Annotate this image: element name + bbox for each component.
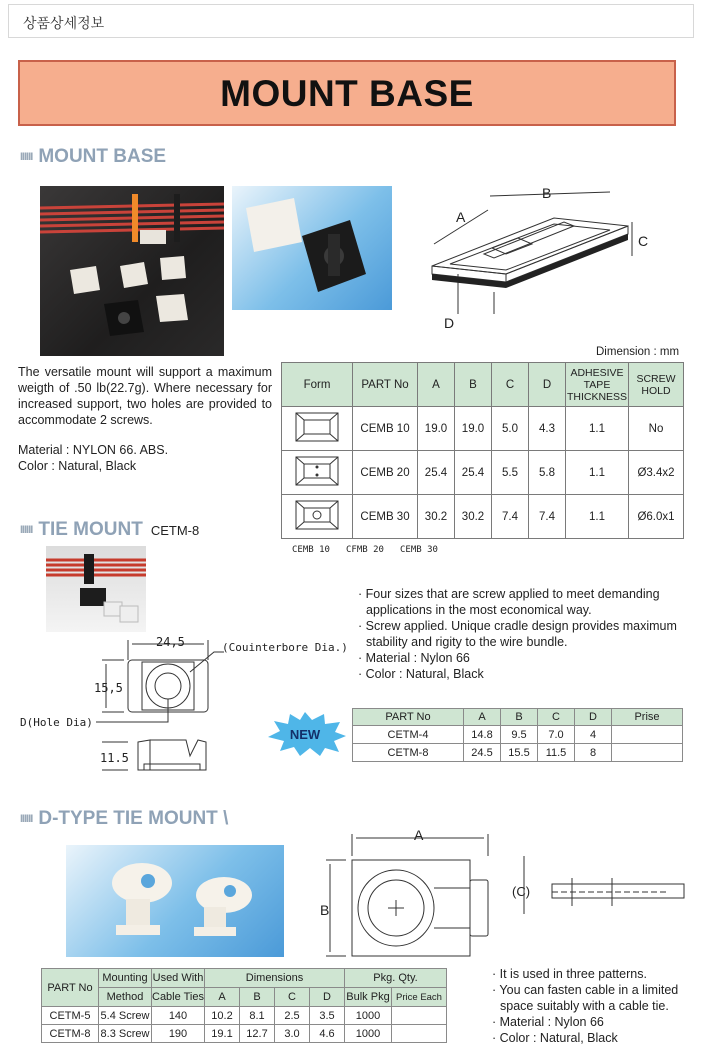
cell-a: 19.0 [418, 407, 455, 451]
dim-label-a: A [456, 209, 466, 225]
section-bars-icon: IIIIII [20, 151, 33, 163]
cell-b: 30.2 [455, 495, 492, 539]
mount-base-dimension-drawing [414, 182, 664, 332]
cell-part: CEMB 30 [353, 495, 418, 539]
form-thumbnail [282, 407, 353, 451]
cell-tape: 1.1 [566, 407, 629, 451]
form-icon-cemb10 [292, 409, 342, 445]
d-type-bullets [490, 966, 694, 1046]
th-a: A [464, 709, 501, 726]
th-adhesive: ADHESIVE TAPE THICKNESS [566, 363, 629, 407]
cell-part: CETM-8 [353, 744, 464, 762]
bullet-text: Color : Natural, Black [499, 1031, 618, 1045]
table-row [42, 1007, 447, 1025]
list-item: · It is used in three patterns. [492, 967, 647, 981]
cell-b: 25.4 [455, 451, 492, 495]
section-title-mount-base [20, 146, 166, 168]
cell-d: 4 [575, 726, 612, 744]
th-d: D [529, 363, 566, 407]
product-banner [18, 60, 676, 126]
cell-bulk: 1000 [345, 1025, 392, 1043]
section-title-d-type [20, 808, 228, 830]
cell-b: 19.0 [455, 407, 492, 451]
th-dimensions: Dimensions [205, 969, 345, 988]
table-row [282, 451, 684, 495]
caption-1: CEMB 10 [292, 545, 330, 555]
mount-base-color: Color : Natural, Black [18, 459, 137, 473]
bullet-text: Material : Nylon 66 [499, 1015, 604, 1029]
dimension-note: Dimension : mm [596, 346, 680, 358]
tie-width-label: 24,5 [156, 635, 185, 649]
cell-d: 7.4 [529, 495, 566, 539]
cell-a: 10.2 [205, 1007, 240, 1025]
cell-method: 5.4 Screw [99, 1007, 152, 1025]
form-icon-cemb30 [292, 497, 342, 533]
th-part-no: PART No [42, 969, 99, 1007]
caption-2: CFMB 20 [346, 545, 384, 555]
list-item: · Material : Nylon 66 [492, 1015, 604, 1029]
list-item: · You can fasten cable in a limited space suitably with a cable tie. [492, 983, 679, 1013]
cell-each [392, 1007, 447, 1025]
section-bars-icon: IIIIII [20, 524, 33, 536]
table-header-row [42, 988, 447, 1007]
photo-illustration [40, 186, 224, 356]
list-item: · Screw applied. Unique cradle design provides maximum stability and rigity to the wire bundle. [358, 619, 677, 649]
section-title-text: TIE MOUNT [38, 519, 143, 540]
cell-b: 8.1 [240, 1007, 275, 1025]
dim-label-b: B [542, 185, 552, 201]
bullet-text: Material : Nylon 66 [365, 651, 470, 665]
section-title-tie-mount [20, 519, 199, 541]
cell-cable: 140 [152, 1007, 205, 1025]
cell-a: 19.1 [205, 1025, 240, 1043]
bullet-text: It is used in three patterns. [499, 967, 647, 981]
table-row [353, 744, 683, 762]
product-photo-mount-base [40, 186, 224, 356]
th-d: D [575, 709, 612, 726]
cell-a: 30.2 [418, 495, 455, 539]
new-badge-text: NEW [289, 727, 321, 742]
dtype-label-a: A [414, 827, 424, 843]
table-row [353, 726, 683, 744]
page-header [8, 4, 694, 38]
product-photo-mount-base-closeup [232, 186, 392, 310]
cell-c: 7.4 [492, 495, 529, 539]
th-bulk-pkg: Bulk Pkg [345, 988, 392, 1007]
mount-base-material: Material : NYLON 66. ABS. [18, 443, 169, 457]
tie-mount-bullets [356, 586, 692, 682]
photo-illustration-3 [46, 546, 146, 632]
cell-b: 9.5 [501, 726, 538, 744]
tie-mount-dimension-drawing [18, 630, 358, 780]
mount-base-description: The versatile mount will support a maximum weigth of .50 lb(22.7g). Where necessary for increased support, two holes are provided to accommodate 2 screws. [18, 365, 272, 427]
cell-c: 5.0 [492, 407, 529, 451]
cell-c: 11.5 [538, 744, 575, 762]
cell-hold: Ø3.4x2 [629, 451, 684, 495]
cell-price [612, 744, 683, 762]
dim-label-d: D [444, 315, 455, 331]
th-c: C [275, 988, 310, 1007]
cell-bulk: 1000 [345, 1007, 392, 1025]
section-title-text: D-TYPE TIE MOUNT \ [38, 808, 229, 829]
list-item: · Material : Nylon 66 [358, 651, 470, 665]
section-bars-icon: IIIIII [20, 813, 33, 825]
cell-b: 12.7 [240, 1025, 275, 1043]
table-row [282, 407, 684, 451]
d-type-dimension-drawing [316, 826, 692, 960]
th-b: B [455, 363, 492, 407]
cell-d: 3.5 [310, 1007, 345, 1025]
bullet-text: Four sizes that are screw applied to meet demanding applications in the most economical way. [365, 587, 660, 617]
d-type-spec-table [41, 968, 447, 1043]
list-item: · Four sizes that are screw applied to meet demanding applications in the most economical way. [358, 587, 660, 617]
cell-a: 14.8 [464, 726, 501, 744]
bullet-text: You can fasten cable in a limited space suitably with a cable tie. [499, 983, 679, 1013]
caption-3: CEMB 30 [400, 545, 438, 555]
cell-part: CETM-4 [353, 726, 464, 744]
th-b: B [240, 988, 275, 1007]
cell-d: 4.3 [529, 407, 566, 451]
tie-mount-spec-table [352, 708, 683, 762]
tie-thickness-label: 11.5 [100, 751, 129, 765]
th-b: B [501, 709, 538, 726]
list-item: · Color : Natural, Black [492, 1031, 618, 1045]
table-row [282, 495, 684, 539]
th-price: Prise [612, 709, 683, 726]
bullet-text: Color : Natural, Black [365, 667, 484, 681]
tie-height-label: 15,5 [94, 681, 123, 695]
cell-d: 8 [575, 744, 612, 762]
product-photo-d-type [66, 845, 284, 957]
th-mounting: Mounting [99, 969, 152, 988]
banner-title: MOUNT BASE [220, 73, 474, 114]
form-thumbnail [282, 451, 353, 495]
th-d: D [310, 988, 345, 1007]
th-screw-hold: SCREW HOLD [629, 363, 684, 407]
th-c: C [538, 709, 575, 726]
form-icon-cemb20 [292, 453, 342, 489]
hole-label: D(Hole Dia) [20, 716, 93, 729]
table-header-row [282, 363, 684, 407]
cell-tape: 1.1 [566, 495, 629, 539]
photo-illustration-4 [66, 845, 284, 957]
th-a: A [418, 363, 455, 407]
th-part-no: PART No [353, 363, 418, 407]
dim-label-c: C [638, 233, 649, 249]
form-thumbnail [282, 495, 353, 539]
cell-cable: 190 [152, 1025, 205, 1043]
photo-illustration-2 [232, 186, 392, 310]
th-form: Form [282, 363, 353, 407]
cell-c: 2.5 [275, 1007, 310, 1025]
table-header-row [42, 969, 447, 988]
th-part-no: PART No [353, 709, 464, 726]
cell-price [612, 726, 683, 744]
cell-b: 15.5 [501, 744, 538, 762]
cell-c: 7.0 [538, 726, 575, 744]
table-row [42, 1025, 447, 1043]
th-used-with: Used With [152, 969, 205, 988]
mount-base-spec-table [281, 362, 684, 539]
cell-method: 8.3 Screw [99, 1025, 152, 1043]
cell-a: 24.5 [464, 744, 501, 762]
list-item: · Color : Natural, Black [358, 667, 484, 681]
th-method: Method [99, 988, 152, 1007]
new-badge-icon [262, 710, 348, 756]
bullet-text: Screw applied. Unique cradle design provides maximum stability and rigity to the wire bundle. [365, 619, 677, 649]
cell-hold: No [629, 407, 684, 451]
cell-c: 3.0 [275, 1025, 310, 1043]
cell-each [392, 1025, 447, 1043]
th-c: C [492, 363, 529, 407]
counterbore-label: (Couinterbore Dia.) [222, 641, 348, 654]
page-header-title: 상품상세정보 [23, 16, 105, 32]
cell-d: 5.8 [529, 451, 566, 495]
section-subtitle: CETM-8 [150, 523, 200, 538]
cell-hold: Ø6.0x1 [629, 495, 684, 539]
cell-d: 4.6 [310, 1025, 345, 1043]
th-a: A [205, 988, 240, 1007]
cell-part: CETM-8 [42, 1025, 99, 1043]
th-price-each: Price Each [392, 988, 447, 1007]
cell-part: CEMB 10 [353, 407, 418, 451]
cell-a: 25.4 [418, 451, 455, 495]
dtype-label-c: (C) [512, 884, 531, 899]
section-title-text: MOUNT BASE [38, 146, 167, 167]
cell-part: CEMB 20 [353, 451, 418, 495]
th-pkg-qty: Pkg. Qty. [345, 969, 447, 988]
cell-part: CETM-5 [42, 1007, 99, 1025]
th-cable-ties: Cable Ties [152, 988, 205, 1007]
dtype-label-b: B [320, 902, 330, 918]
cell-tape: 1.1 [566, 451, 629, 495]
table-header-row [353, 709, 683, 726]
cell-c: 5.5 [492, 451, 529, 495]
product-photo-tie-mount [46, 546, 146, 632]
